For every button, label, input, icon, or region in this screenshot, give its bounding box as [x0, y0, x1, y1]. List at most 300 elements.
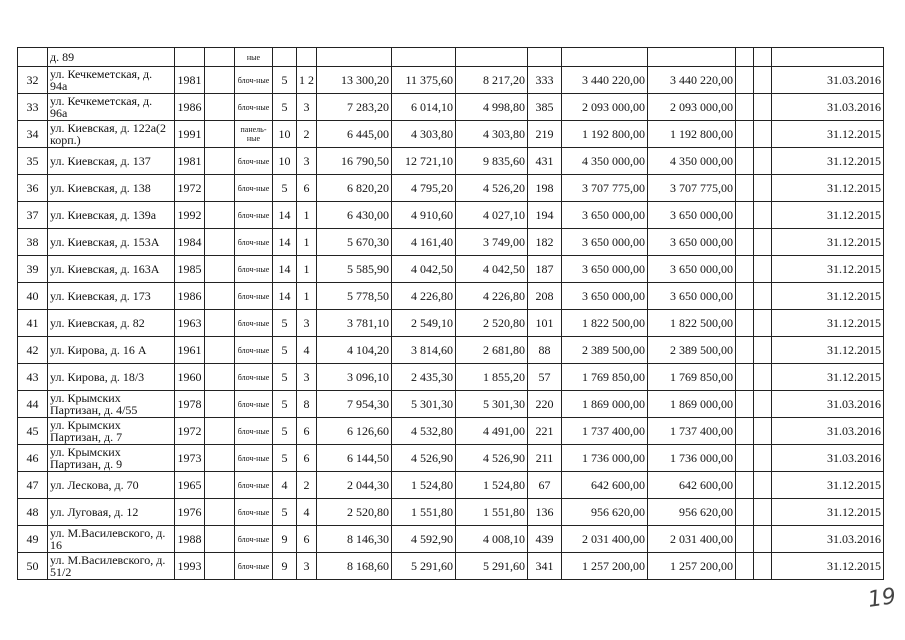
material-cell: блоч-ные	[235, 229, 273, 256]
address-cell: ул. Кирова, д. 16 А	[48, 337, 175, 364]
floors-cell: 5	[273, 175, 297, 202]
address-cell: ул. Лескова, д. 70	[48, 472, 175, 499]
blank-cell	[736, 445, 754, 472]
table-row	[18, 229, 884, 256]
year-cell: 1991	[175, 121, 205, 148]
residential-area-cell: 4 303,80	[456, 121, 528, 148]
blank-cell	[736, 364, 754, 391]
budget-cell: 2 389 500,00	[648, 337, 736, 364]
cost-cell: 3 650 000,00	[562, 202, 648, 229]
entrances-cell: 3	[297, 553, 317, 580]
year-cell: 1965	[175, 472, 205, 499]
residents-cell: 136	[528, 499, 562, 526]
entrances-cell: 1	[297, 202, 317, 229]
living-area-cell: 3 814,60	[392, 337, 456, 364]
row-number-cell: 32	[18, 67, 48, 94]
total-area-cell: 4 104,20	[317, 337, 392, 364]
total-area-cell: 2 520,80	[317, 499, 392, 526]
residents-cell: 220	[528, 391, 562, 418]
residential-area-cell: 4 226,80	[456, 283, 528, 310]
table-row	[18, 175, 884, 202]
blank-cell	[736, 229, 754, 256]
blank-cell	[754, 283, 772, 310]
address-cell: ул. Крымских Партизан, д. 9	[48, 445, 175, 472]
date-cell: 31.12.2015	[772, 499, 884, 526]
blank-cell	[736, 256, 754, 283]
blank-cell	[205, 364, 235, 391]
residents-cell: 182	[528, 229, 562, 256]
blank-cell	[754, 445, 772, 472]
living-area-cell: 1 524,80	[392, 472, 456, 499]
residential-area-cell: 2 681,80	[456, 337, 528, 364]
blank-cell	[205, 148, 235, 175]
total-area-cell: 3 781,10	[317, 310, 392, 337]
residential-area-cell: 3 749,00	[456, 229, 528, 256]
blank-cell	[736, 94, 754, 121]
date-cell: 31.12.2015	[772, 553, 884, 580]
material-cell: блоч-ные	[235, 445, 273, 472]
year-cell: 1984	[175, 229, 205, 256]
blank-cell	[754, 202, 772, 229]
total-area-cell: 6 820,20	[317, 175, 392, 202]
total-area-cell: 5 778,50	[317, 283, 392, 310]
row-number-cell: 33	[18, 94, 48, 121]
date-cell: 31.03.2016	[772, 67, 884, 94]
year-cell: 1961	[175, 337, 205, 364]
table-row	[18, 472, 884, 499]
living-area-cell: 5 291,60	[392, 553, 456, 580]
year-cell: 1972	[175, 418, 205, 445]
date-cell: 31.12.2015	[772, 310, 884, 337]
cost-cell: 642 600,00	[562, 472, 648, 499]
blank-cell	[205, 553, 235, 580]
blank-cell	[205, 499, 235, 526]
residents-cell: 88	[528, 337, 562, 364]
floors-cell: 14	[273, 256, 297, 283]
residential-area-cell: 4 526,20	[456, 175, 528, 202]
date-cell: 31.03.2016	[772, 445, 884, 472]
blank-cell	[205, 310, 235, 337]
blank-cell	[736, 148, 754, 175]
row-number-cell: 50	[18, 553, 48, 580]
table-row	[18, 256, 884, 283]
budget-cell: 2 031 400,00	[648, 526, 736, 553]
row-number-cell: 42	[18, 337, 48, 364]
address-cell: д. 89	[48, 48, 175, 67]
residents-cell: 221	[528, 418, 562, 445]
blank-cell	[205, 418, 235, 445]
blank-cell	[205, 121, 235, 148]
blank-cell	[736, 553, 754, 580]
date-cell: 31.12.2015	[772, 202, 884, 229]
living-area-cell: 11 375,60	[392, 67, 456, 94]
entrances-cell: 6	[297, 445, 317, 472]
date-cell: 31.03.2016	[772, 526, 884, 553]
row-number-cell: 34	[18, 121, 48, 148]
material-cell: блоч-ные	[235, 526, 273, 553]
living-area-cell: 4 526,90	[392, 445, 456, 472]
cost-cell: 2 389 500,00	[562, 337, 648, 364]
year-cell: 1976	[175, 499, 205, 526]
year-cell: 1981	[175, 67, 205, 94]
row-number-cell: 41	[18, 310, 48, 337]
budget-cell: 3 650 000,00	[648, 229, 736, 256]
cost-cell: 2 093 000,00	[562, 94, 648, 121]
address-cell: ул. Киевская, д. 173	[48, 283, 175, 310]
table-row	[18, 337, 884, 364]
entrances-cell: 4	[297, 337, 317, 364]
living-area-cell: 2 435,30	[392, 364, 456, 391]
floors-cell: 5	[273, 391, 297, 418]
residential-area-cell: 2 520,80	[456, 310, 528, 337]
entrances-cell: 6	[297, 175, 317, 202]
cost-cell: 3 440 220,00	[562, 67, 648, 94]
total-area-cell: 5 670,30	[317, 229, 392, 256]
year-cell: 1992	[175, 202, 205, 229]
floors-cell: 5	[273, 67, 297, 94]
material-cell: блоч-ные	[235, 499, 273, 526]
residents-cell: 439	[528, 526, 562, 553]
material-cell: блоч-ные	[235, 94, 273, 121]
row-number-cell: 49	[18, 526, 48, 553]
blank-cell	[754, 418, 772, 445]
floors-cell: 14	[273, 229, 297, 256]
living-area-cell: 4 910,60	[392, 202, 456, 229]
blank-cell	[736, 499, 754, 526]
floors-cell: 5	[273, 418, 297, 445]
residents-cell: 385	[528, 94, 562, 121]
blank-cell	[205, 283, 235, 310]
residents-cell: 198	[528, 175, 562, 202]
address-cell: ул. Кечкеметская, д. 94а	[48, 67, 175, 94]
blank-cell	[754, 229, 772, 256]
address-cell: ул. Киевская, д. 153А	[48, 229, 175, 256]
blank-cell	[736, 526, 754, 553]
total-area-cell: 13 300,20	[317, 67, 392, 94]
address-cell: ул. Киевская, д. 139а	[48, 202, 175, 229]
budget-cell: 3 650 000,00	[648, 202, 736, 229]
row-number-cell: 38	[18, 229, 48, 256]
floors-cell: 9	[273, 526, 297, 553]
table-row	[18, 445, 884, 472]
blank-cell	[205, 391, 235, 418]
living-area-cell: 4 226,80	[392, 283, 456, 310]
blank-cell	[754, 175, 772, 202]
blank-cell	[754, 364, 772, 391]
entrances-cell: 3	[297, 364, 317, 391]
material-cell: блоч-ные	[235, 283, 273, 310]
total-area-cell: 5 585,90	[317, 256, 392, 283]
material-cell: панель-ные	[235, 121, 273, 148]
table-row	[18, 148, 884, 175]
blank-cell	[754, 337, 772, 364]
blank-cell	[754, 148, 772, 175]
year-cell: 1993	[175, 553, 205, 580]
blank-cell	[736, 337, 754, 364]
residents-cell: 341	[528, 553, 562, 580]
cost-cell: 1 737 400,00	[562, 418, 648, 445]
entrances-cell: 6	[297, 526, 317, 553]
cost-cell: 3 650 000,00	[562, 256, 648, 283]
floors-cell: 9	[273, 553, 297, 580]
material-cell: блоч-ные	[235, 391, 273, 418]
total-area-cell: 8 146,30	[317, 526, 392, 553]
blank-cell	[736, 472, 754, 499]
entrances-cell: 6	[297, 418, 317, 445]
budget-cell: 1 192 800,00	[648, 121, 736, 148]
blank-cell	[736, 175, 754, 202]
material-cell: блоч-ные	[235, 202, 273, 229]
total-area-cell: 6 144,50	[317, 445, 392, 472]
table-body	[18, 48, 884, 580]
year-cell: 1960	[175, 364, 205, 391]
residents-cell: 211	[528, 445, 562, 472]
blank-cell	[736, 310, 754, 337]
budget-cell: 3 440 220,00	[648, 67, 736, 94]
date-cell: 31.12.2015	[772, 256, 884, 283]
residents-cell: 101	[528, 310, 562, 337]
material-cell: блоч-ные	[235, 175, 273, 202]
date-cell: 31.12.2015	[772, 364, 884, 391]
row-number-cell: 47	[18, 472, 48, 499]
material-cell: блоч-ные	[235, 148, 273, 175]
living-area-cell: 5 301,30	[392, 391, 456, 418]
residential-area-cell: 4 027,10	[456, 202, 528, 229]
entrances-cell: 2	[297, 121, 317, 148]
residential-area-cell: 1 551,80	[456, 499, 528, 526]
date-cell: 31.12.2015	[772, 283, 884, 310]
address-cell: ул. Киевская, д. 137	[48, 148, 175, 175]
year-cell: 1985	[175, 256, 205, 283]
page-number: 19	[866, 584, 898, 613]
budget-cell: 2 093 000,00	[648, 94, 736, 121]
blank-cell	[205, 202, 235, 229]
blank-cell	[754, 526, 772, 553]
address-cell: ул. М.Василевского, д. 51/2	[48, 553, 175, 580]
table-row-continuation	[18, 48, 884, 67]
table-row	[18, 499, 884, 526]
residential-area-cell: 1 524,80	[456, 472, 528, 499]
material-cell: блоч-ные	[235, 472, 273, 499]
blank-cell	[754, 67, 772, 94]
living-area-cell: 4 592,90	[392, 526, 456, 553]
budget-cell: 3 707 775,00	[648, 175, 736, 202]
address-cell: ул. Киевская, д. 163А	[48, 256, 175, 283]
residential-area-cell: 1 855,20	[456, 364, 528, 391]
living-area-cell: 4 532,80	[392, 418, 456, 445]
table-row	[18, 94, 884, 121]
blank-cell	[205, 472, 235, 499]
cost-cell: 1 257 200,00	[562, 553, 648, 580]
date-cell: 31.12.2015	[772, 175, 884, 202]
table-row	[18, 364, 884, 391]
total-area-cell: 7 954,30	[317, 391, 392, 418]
entrances-cell: 1 2	[297, 67, 317, 94]
entrances-cell: 3	[297, 310, 317, 337]
year-cell: 1988	[175, 526, 205, 553]
total-area-cell: 6 430,00	[317, 202, 392, 229]
budget-cell: 1 736 000,00	[648, 445, 736, 472]
residential-area-cell: 8 217,20	[456, 67, 528, 94]
address-cell: ул. Киевская, д. 138	[48, 175, 175, 202]
living-area-cell: 2 549,10	[392, 310, 456, 337]
row-number-cell: 40	[18, 283, 48, 310]
table-row	[18, 121, 884, 148]
date-cell: 31.12.2015	[772, 472, 884, 499]
address-cell: ул. Крымских Партизан, д. 7	[48, 418, 175, 445]
floors-cell: 10	[273, 121, 297, 148]
residents-cell: 67	[528, 472, 562, 499]
address-cell: ул. Луговая, д. 12	[48, 499, 175, 526]
cost-cell: 3 650 000,00	[562, 229, 648, 256]
entrances-cell: 1	[297, 283, 317, 310]
address-cell: ул. Кечкеметская, д. 96а	[48, 94, 175, 121]
residents-cell: 57	[528, 364, 562, 391]
date-cell: 31.03.2016	[772, 94, 884, 121]
row-number-cell: 44	[18, 391, 48, 418]
budget-cell: 1 257 200,00	[648, 553, 736, 580]
year-cell: 1972	[175, 175, 205, 202]
blank-cell	[754, 391, 772, 418]
residents-cell: 333	[528, 67, 562, 94]
address-cell: ул. Крымских Партизан, д. 4/55	[48, 391, 175, 418]
date-cell: 31.12.2015	[772, 148, 884, 175]
blank-cell	[754, 94, 772, 121]
residents-cell: 219	[528, 121, 562, 148]
blank-cell	[754, 121, 772, 148]
blank-cell	[205, 229, 235, 256]
table-row	[18, 283, 884, 310]
entrances-cell: 8	[297, 391, 317, 418]
entrances-cell: 1	[297, 229, 317, 256]
cost-cell: 2 031 400,00	[562, 526, 648, 553]
blank-cell	[205, 337, 235, 364]
address-cell: ул. М.Василевского, д. 16	[48, 526, 175, 553]
residential-area-cell: 9 835,60	[456, 148, 528, 175]
residential-area-cell: 4 042,50	[456, 256, 528, 283]
row-number-cell: 46	[18, 445, 48, 472]
blank-cell	[205, 526, 235, 553]
material-cell: ные	[235, 48, 273, 67]
material-cell: блоч-ные	[235, 418, 273, 445]
table-row	[18, 553, 884, 580]
material-cell: блоч-ные	[235, 310, 273, 337]
material-cell: блоч-ные	[235, 337, 273, 364]
floors-cell: 5	[273, 364, 297, 391]
address-cell: ул. Киевская, д. 82	[48, 310, 175, 337]
date-cell: 31.12.2015	[772, 229, 884, 256]
blank-cell	[736, 418, 754, 445]
living-area-cell: 4 795,20	[392, 175, 456, 202]
year-cell: 1981	[175, 148, 205, 175]
blank-cell	[736, 67, 754, 94]
material-cell: блоч-ные	[235, 364, 273, 391]
year-cell: 1973	[175, 445, 205, 472]
entrances-cell: 1	[297, 256, 317, 283]
entrances-cell: 4	[297, 499, 317, 526]
entrances-cell: 3	[297, 148, 317, 175]
row-number-cell: 45	[18, 418, 48, 445]
material-cell: блоч-ные	[235, 256, 273, 283]
cost-cell: 1 869 000,00	[562, 391, 648, 418]
total-area-cell: 3 096,10	[317, 364, 392, 391]
row-number-cell: 35	[18, 148, 48, 175]
row-number-cell: 48	[18, 499, 48, 526]
blank-cell	[205, 175, 235, 202]
cost-cell: 956 620,00	[562, 499, 648, 526]
year-cell: 1986	[175, 94, 205, 121]
floors-cell: 5	[273, 94, 297, 121]
table-row	[18, 67, 884, 94]
entrances-cell: 2	[297, 472, 317, 499]
cost-cell: 1 769 850,00	[562, 364, 648, 391]
table-row	[18, 310, 884, 337]
budget-cell: 4 350 000,00	[648, 148, 736, 175]
floors-cell: 5	[273, 445, 297, 472]
blank-cell	[205, 67, 235, 94]
budget-cell: 642 600,00	[648, 472, 736, 499]
living-area-cell: 12 721,10	[392, 148, 456, 175]
residential-area-cell: 5 301,30	[456, 391, 528, 418]
date-cell: 31.12.2015	[772, 121, 884, 148]
date-cell: 31.03.2016	[772, 418, 884, 445]
blank-cell	[754, 472, 772, 499]
residential-area-cell: 4 526,90	[456, 445, 528, 472]
budget-cell: 3 650 000,00	[648, 256, 736, 283]
row-number-cell: 36	[18, 175, 48, 202]
address-cell: ул. Кирова, д. 18/3	[48, 364, 175, 391]
year-cell: 1978	[175, 391, 205, 418]
blank-cell	[754, 553, 772, 580]
date-cell: 31.03.2016	[772, 391, 884, 418]
blank-cell	[736, 391, 754, 418]
residential-area-cell: 5 291,60	[456, 553, 528, 580]
total-area-cell: 6 126,60	[317, 418, 392, 445]
budget-cell: 1 869 000,00	[648, 391, 736, 418]
residential-area-cell: 4 998,80	[456, 94, 528, 121]
living-area-cell: 6 014,10	[392, 94, 456, 121]
blank-cell	[736, 283, 754, 310]
floors-cell: 5	[273, 499, 297, 526]
living-area-cell: 4 161,40	[392, 229, 456, 256]
residents-cell: 194	[528, 202, 562, 229]
residential-area-cell: 4 008,10	[456, 526, 528, 553]
cost-cell: 1 822 500,00	[562, 310, 648, 337]
cost-cell: 1 192 800,00	[562, 121, 648, 148]
table-row	[18, 391, 884, 418]
budget-cell: 1 822 500,00	[648, 310, 736, 337]
total-area-cell: 8 168,60	[317, 553, 392, 580]
floors-cell: 14	[273, 283, 297, 310]
residents-cell: 187	[528, 256, 562, 283]
living-area-cell: 1 551,80	[392, 499, 456, 526]
floors-cell: 10	[273, 148, 297, 175]
budget-cell: 956 620,00	[648, 499, 736, 526]
blank-cell	[205, 94, 235, 121]
cost-cell: 3 650 000,00	[562, 283, 648, 310]
blank-cell	[736, 202, 754, 229]
total-area-cell: 7 283,20	[317, 94, 392, 121]
row-number-cell: 39	[18, 256, 48, 283]
table-row	[18, 526, 884, 553]
budget-cell: 1 737 400,00	[648, 418, 736, 445]
residential-area-cell: 4 491,00	[456, 418, 528, 445]
material-cell: блоч-ные	[235, 67, 273, 94]
cost-cell: 3 707 775,00	[562, 175, 648, 202]
floors-cell: 5	[273, 337, 297, 364]
floors-cell: 5	[273, 310, 297, 337]
blank-cell	[754, 499, 772, 526]
